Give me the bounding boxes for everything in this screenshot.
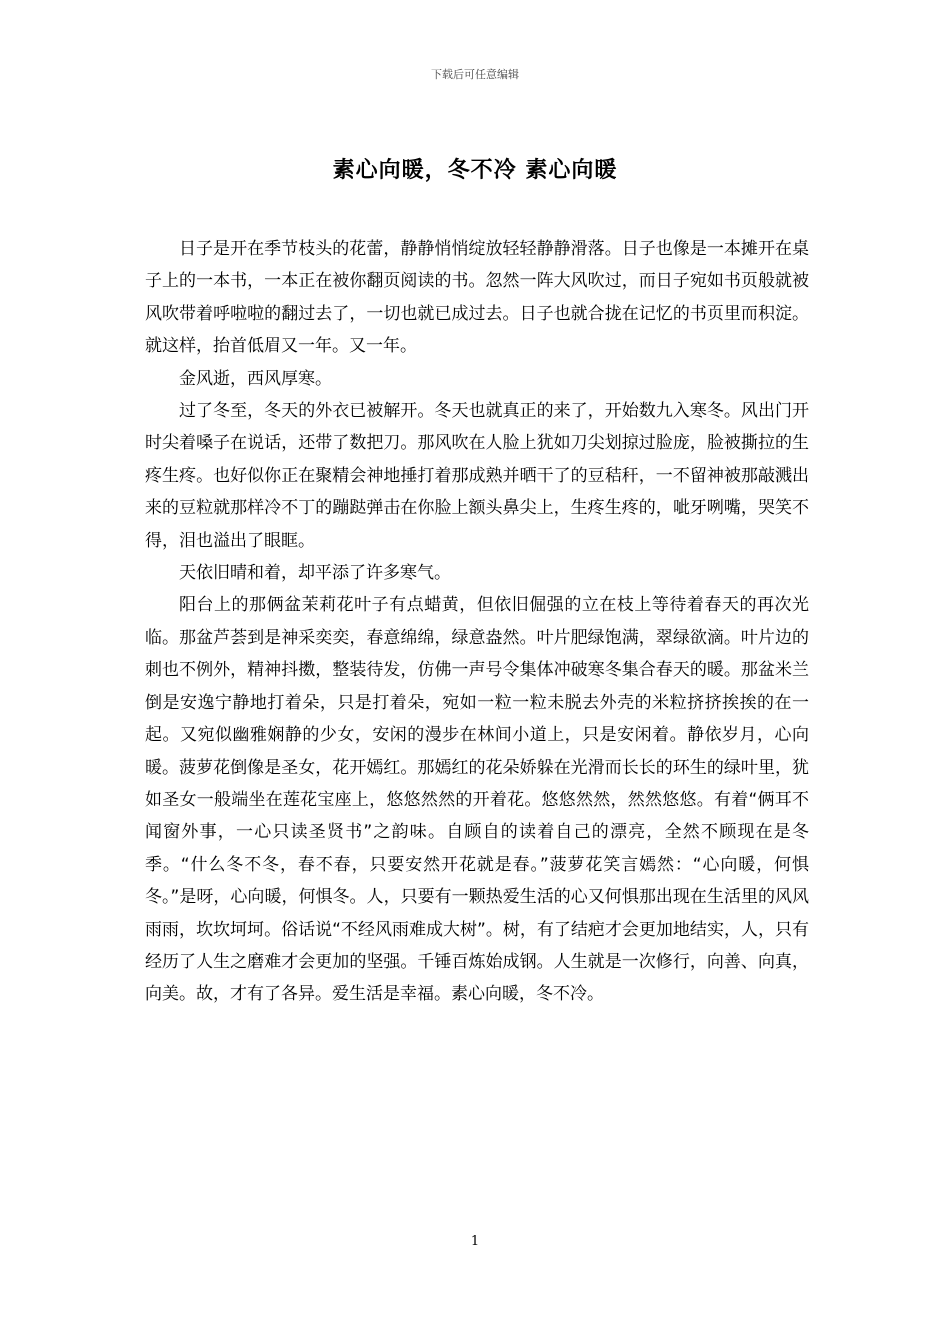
document-title: 素心向暖，冬不冷 素心向暖 — [332, 158, 618, 183]
paragraph: 日子是开在季节枝头的花蕾，静静悄悄绽放轻轻静静滑落。日子也像是一本摊开在桌子上的一本书，一本正在被你翻页阅读的书。忽然一阵大风吹过，而日子宛如书页般就被风吹带着呼啦啦的翻过去了，一切也就已成过去。日子也就合拢在记忆的书页里而积淀。就这样，抬首低眉又一年。又一年。 — [145, 239, 809, 357]
page-number: 1 — [470, 1234, 480, 1249]
paragraph: 阳台上的那俩盆茉莉花叶子有点蜡黄，但依旧倔强的立在枝上等待着春天的再次光临。那盆芦荟到是神采奕奕，春意绵绵，绿意盎然。叶片肥绿饱满，翠绿欲滴。叶片边的刺也不例外，精神抖擞，整装待发，仿佛一声号令集体冲破寒冬集合春天的暖。那盆米兰倒是安逸宁静地打着朵，只是打着朵，宛如一粒一粒未脱去外壳的米粒挤挤挨挨的在一起。又宛似幽雅娴静的少女，安闲的漫步在林间小道上，只是安闲着。静依岁月，心向暖。菠萝花倒像是圣女，花开嫣红。那嫣红的花朵娇躲在光滑而长长的环生的绿叶里，犹如圣女一般端坐在莲花宝座上，悠悠然然的开着花。悠悠然然，然然悠悠。有着“俩耳不闻窗外事，一心只读圣贤书”之韵味。自顾自的读着自己的漂亮，全然不顾现在是冬季。“什么冬不冬，春不春，只要安然开花就是春。”菠萝花笑言嫣然：“心向暖，何惧冬。”是呀，心向暖，何惧冬。人，只要有一颗热爱生活的心又何惧那出现在生活里的风风雨雨，坎坎坷坷。俗话说“不经风雨难成大树”。树，有了结疤才会更加地结实，人，只有经历了人生之磨难才会更加的坚强。千锤百炼始成钢。人生就是一次修行，向善、向真，向美。故，才有了各异。爱生活是幸福。素心向暖，冬不冷。 — [145, 595, 809, 1005]
document-body — [145, 233, 809, 1011]
paragraph: 金风逝，西风厚寒。 — [179, 368, 332, 389]
header-note: 下载后可任意编辑 — [431, 68, 519, 81]
paragraph: 天依旧晴和着，却平添了许多寒气。 — [179, 563, 451, 584]
paragraph: 过了冬至，冬天的外衣已被解开。冬天也就真正的来了，开始数九入寒冬。风出门开时尖着嗓子在说话，还带了数把刀。那风吹在人脸上犹如刀尖划掠过脸庞，脸被撕拉的生疼生疼。也好似你正在聚精会神地捶打着那成熟并晒干了的豆秸秆，一不留神被那敲溅出来的豆粒就那样冷不丁的蹦跶弹击在你脸上额头鼻尖上，生疼生疼的，呲牙咧嘴，哭笑不得，泪也溢出了眼眶。 — [145, 401, 809, 551]
